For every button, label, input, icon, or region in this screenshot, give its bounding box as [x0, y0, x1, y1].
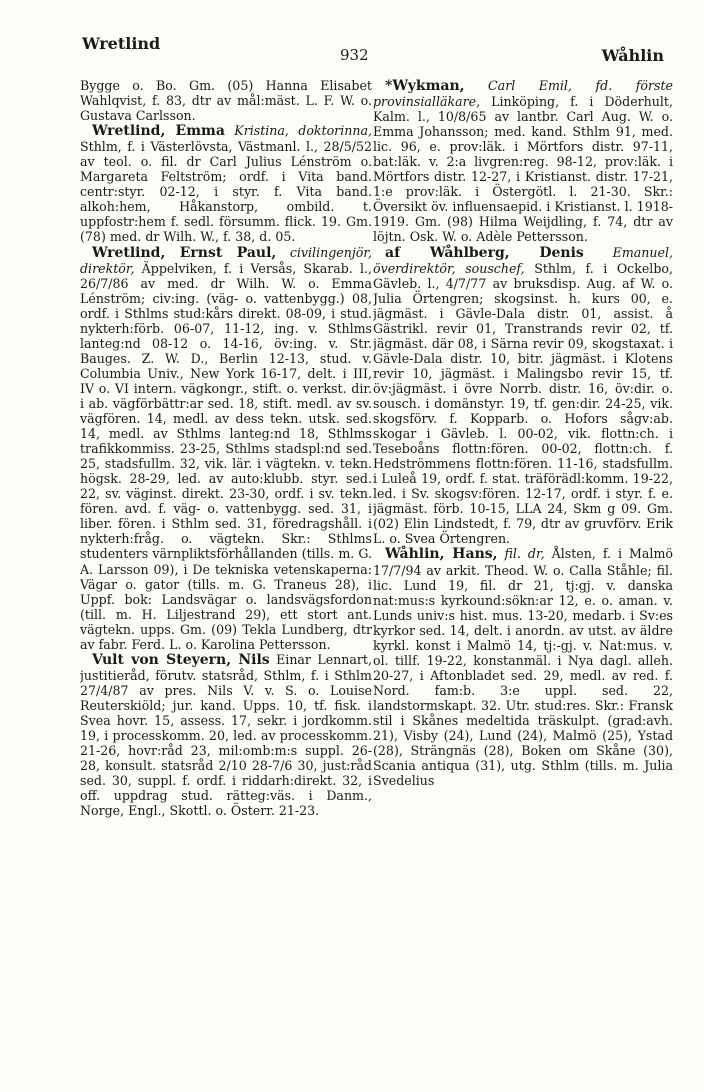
entry-text: Einar Lennart, justitieråd, förutv. statsråd, Sthlm, f. i Sthlm 27/4/87 av pres. Nils V. v. S. o. Louise Reuterskiöld; jur. kand. Upps. 10, tf. fisk. i Svea hovr. 15, assess. 17, sekr. i jordkomm. 19, i processkomm. 20, led. av processkomm. 21-26, hovr:råd 23, mil:omb:m:s suppl. 26-28, konsult. statsråd 2/10 28-7/6 30, just:råd sed. 30, suppl. f. ordf. i riddarh:direkt. 32, i off. uppdrag stud. rätteg:väs. i Danm., Norge, Engl., Skottl. o. Österr. 21-23. [80, 651, 372, 819]
page-number: 932 [340, 46, 369, 64]
header-right-keyword: Wåhlin [601, 46, 664, 65]
entry-text: Sthlm, f. i Ockelbo, Gävleb. l., 4/7/77 av bruksdisp. Aug. af W. o. Julia Örtengren; skogsinst. h. kurs 00, e. jägmäst. i Gävle-Dala distr. 01, assist. å Gästrikl. revir 01, Transtrands revir 02, tf. jägmäst. där 08, i Särna revir 09, skogstaxat. i Gävle-Dala distr. 10, bitr. jägmäst. i Klotens revir 10, jägmäst. i Malingsbo revir 15, tf. öv:jägmäst. i övre Norrb. distr. 16, öv:dir. o. sousch. i domänstyr. 19, tf. gen:dir. 24-25, vik. skogsförv. f. Kopparb. o. Hofors sågv:ab. skogar i Gävleb. l. 00-02, vik. flottn:ch. i Teseboåns flottn:fören. 00-02, flottn:ch. f. Hedströmmens flottn:fören. 11-16, stadsfullm. i Luleå 19, ordf. f. stat. träförädl:komm. 19-22, led. i Sv. skogsv:fören. 12-17, ordf. i styr. f. e. jägmäst. förb. 10-15, LLA 24, Skm g 09. Gm. (02) Elin Lindstedt, f. 79, dtr av gruvförv. Erik L. o. Svea Örtengren. [373, 260, 673, 547]
entry-af-wahlberg [373, 245, 673, 547]
entry-epithet: fil. dr, [504, 546, 545, 562]
header-left-keyword: Wretlind [82, 34, 161, 53]
entry-epithet: Carl Emil, fd. förste provinsialläkare, [373, 78, 673, 110]
entry-text: Äppelviken, f. i Versås, Skarab. l., 26/7/86 av med. dr Wilh. W. o. Emma Lénström; civ:ing. (väg- o. vattenbygg.) 08, ordf. i Sthlms stud:kårs direkt. 08-09, i stud. nykterh:förb. 06-07, 11-12, ing. v. Sthlms lanteg:nd 08-12 o. 14-16, öv:ing. v. Str. Bauges. Z. W. D., Berlin 12-13, stud. v. Columbia Univ., New York 16-17, delt. i III, IV o. VI intern. vägkongr., stift. o. verkst. dir. i ab. vägförbättr:ar sed. 18, stift. medl. av sv. vägfören. 14, medl. av dess tekn. utsk. sed. 14, medl. av Sthlms lanteg:nd 18, Sthlms trafikkommiss. 23-25, Sthlms stadspl:nd sed. 25, stadsfullm. 32, vik. lär. i vägtekn. v. tekn. högsk. 28-29, led. av auto:klubb. styr. sed. 22, sv. väginst. direkt. 23-30, ordf. i sv. tekn. fören. avd. f. väg- o. vattenbygg. sed. 31, i liber. fören. i Sthlm sed. 31, föredragshåll. i nykterh:fråg. o. vägtekn. Skr.: Sthlms studenters värnpliktsförhållanden (tills. m. G. A. Larsson 09), i De tekniska vetenskaperna: Vägar o. gator (tills. m. G. Traneus 28), i Uppf. bok: Landsvägar o. landsvägsfordon (till. m. H. Liljestrand 29), ett stort ant. vägtekn. upps. Gm. (09) Tekla Lundberg, dtr av fabr. Ferd. L. o. Karolina Pettersson. [80, 260, 372, 652]
entry-text: Sthlm, f. i Västerlövsta, Västmanl. l., 28/5/52 av teol. o. fil. dr Carl Julius Lénström o. Margareta Feltström; ordf. i Vita band. centr:styr. 02-12, i styr. f. Vita band. alkoh:hem, Håkanstorp, ombild. t. uppfostr:hem f. sedl. försumm. flick. 19. Gm. (78) med. dr Wilh. W., f. 38, d. 05. [80, 139, 372, 245]
entry-name: af Wåhlberg, Denis [385, 244, 584, 261]
right-column [373, 78, 673, 1078]
entry-vult-von-steyern [80, 652, 372, 819]
entry-name: *Wykman, [385, 78, 465, 94]
entry-text: Ålsten, f. i Malmö 17/7/94 av arkit. Theod. W. o. Calla Ståhle; fil. lic. Lund 19, fil. dr 21, tj:gj. v. danska nat:mus:s kyrkound:sökn:ar 12, e. o. aman. v. Lunds univ:s hist. mus. 13-20, medarb. i Sv:es kyrkor sed. 14, delt. i anordn. av utst. av äldre kyrkl. konst i Malmö 14, tj:-gj. v. Nat:mus. v. ol. tillf. 19-22, konstanmäl. i Nya dagl. alleh. 20-27, i Aftonbladet sed. 29, medl. av red. f. Nord. fam:b. 3:e uppl. sed. 22, landstormskapt. 32. Utr. stud:res. Skr.: Fransk stil i Skånes medeltida träskulpt. (grad:avh. 21), Visby (24), Lund (24), Malmö (25), Ystad (28), Strängnäs (28), Boken om Skåne (30), Scania antiqua (31), utg. Sthlm (tills. m. Julia Svedelius [373, 546, 673, 789]
entry-continuation [80, 78, 372, 123]
entry-epithet: Emanuel, överdirektör, souschef, [373, 244, 673, 276]
entry-wykman [373, 78, 673, 245]
entry-name: Wretlind, Ernst Paul, [92, 244, 277, 261]
entry-epithet: Kristina, doktorinna, [234, 123, 372, 139]
entry-name: Wåhlin, Hans, [385, 546, 498, 563]
entry-name: Wretlind, Emma [92, 123, 225, 140]
entry-text: Linköping, f. i Döderhult, Kalm. l., 10/8/65 av lantbr. Carl Aug. W. o. Emma Johansson; med. kand. Sthlm 91, med. lic. 96, e. prov:läk. i Mörtfors distr. 97-11, bat:läk. v. 2:a livgren:reg. 98-12, prov:läk. i Mörtfors distr. 12-27, i Kristianst. distr. 17-21, 1:e prov:läk. i Östergötl. l. 21-30. Skr.: Översikt öv. influensaepid. i Kristianst. l. 1918-1919. Gm. (98) Hilma Weijdling, f. 74, dtr av löjtn. Osk. W. o. Adèle Pettersson. [373, 94, 673, 245]
entry-name: Vult von Steyern, Nils [92, 651, 270, 668]
entry-text: Bygge o. Bo. Gm. (05) Hanna Elisabet Wahlqvist, f. 83, dtr av mål:mäst. L. F. W. o. Gustava Carlsson. [80, 78, 372, 124]
left-column [80, 78, 372, 1078]
entry-wretlind-emma [80, 123, 372, 244]
page-header [0, 34, 704, 64]
entry-wretlind-ernst-paul [80, 245, 372, 652]
entry-wahlin-hans [373, 546, 673, 788]
entry-epithet: civilingenjör, direktör, [80, 244, 372, 276]
